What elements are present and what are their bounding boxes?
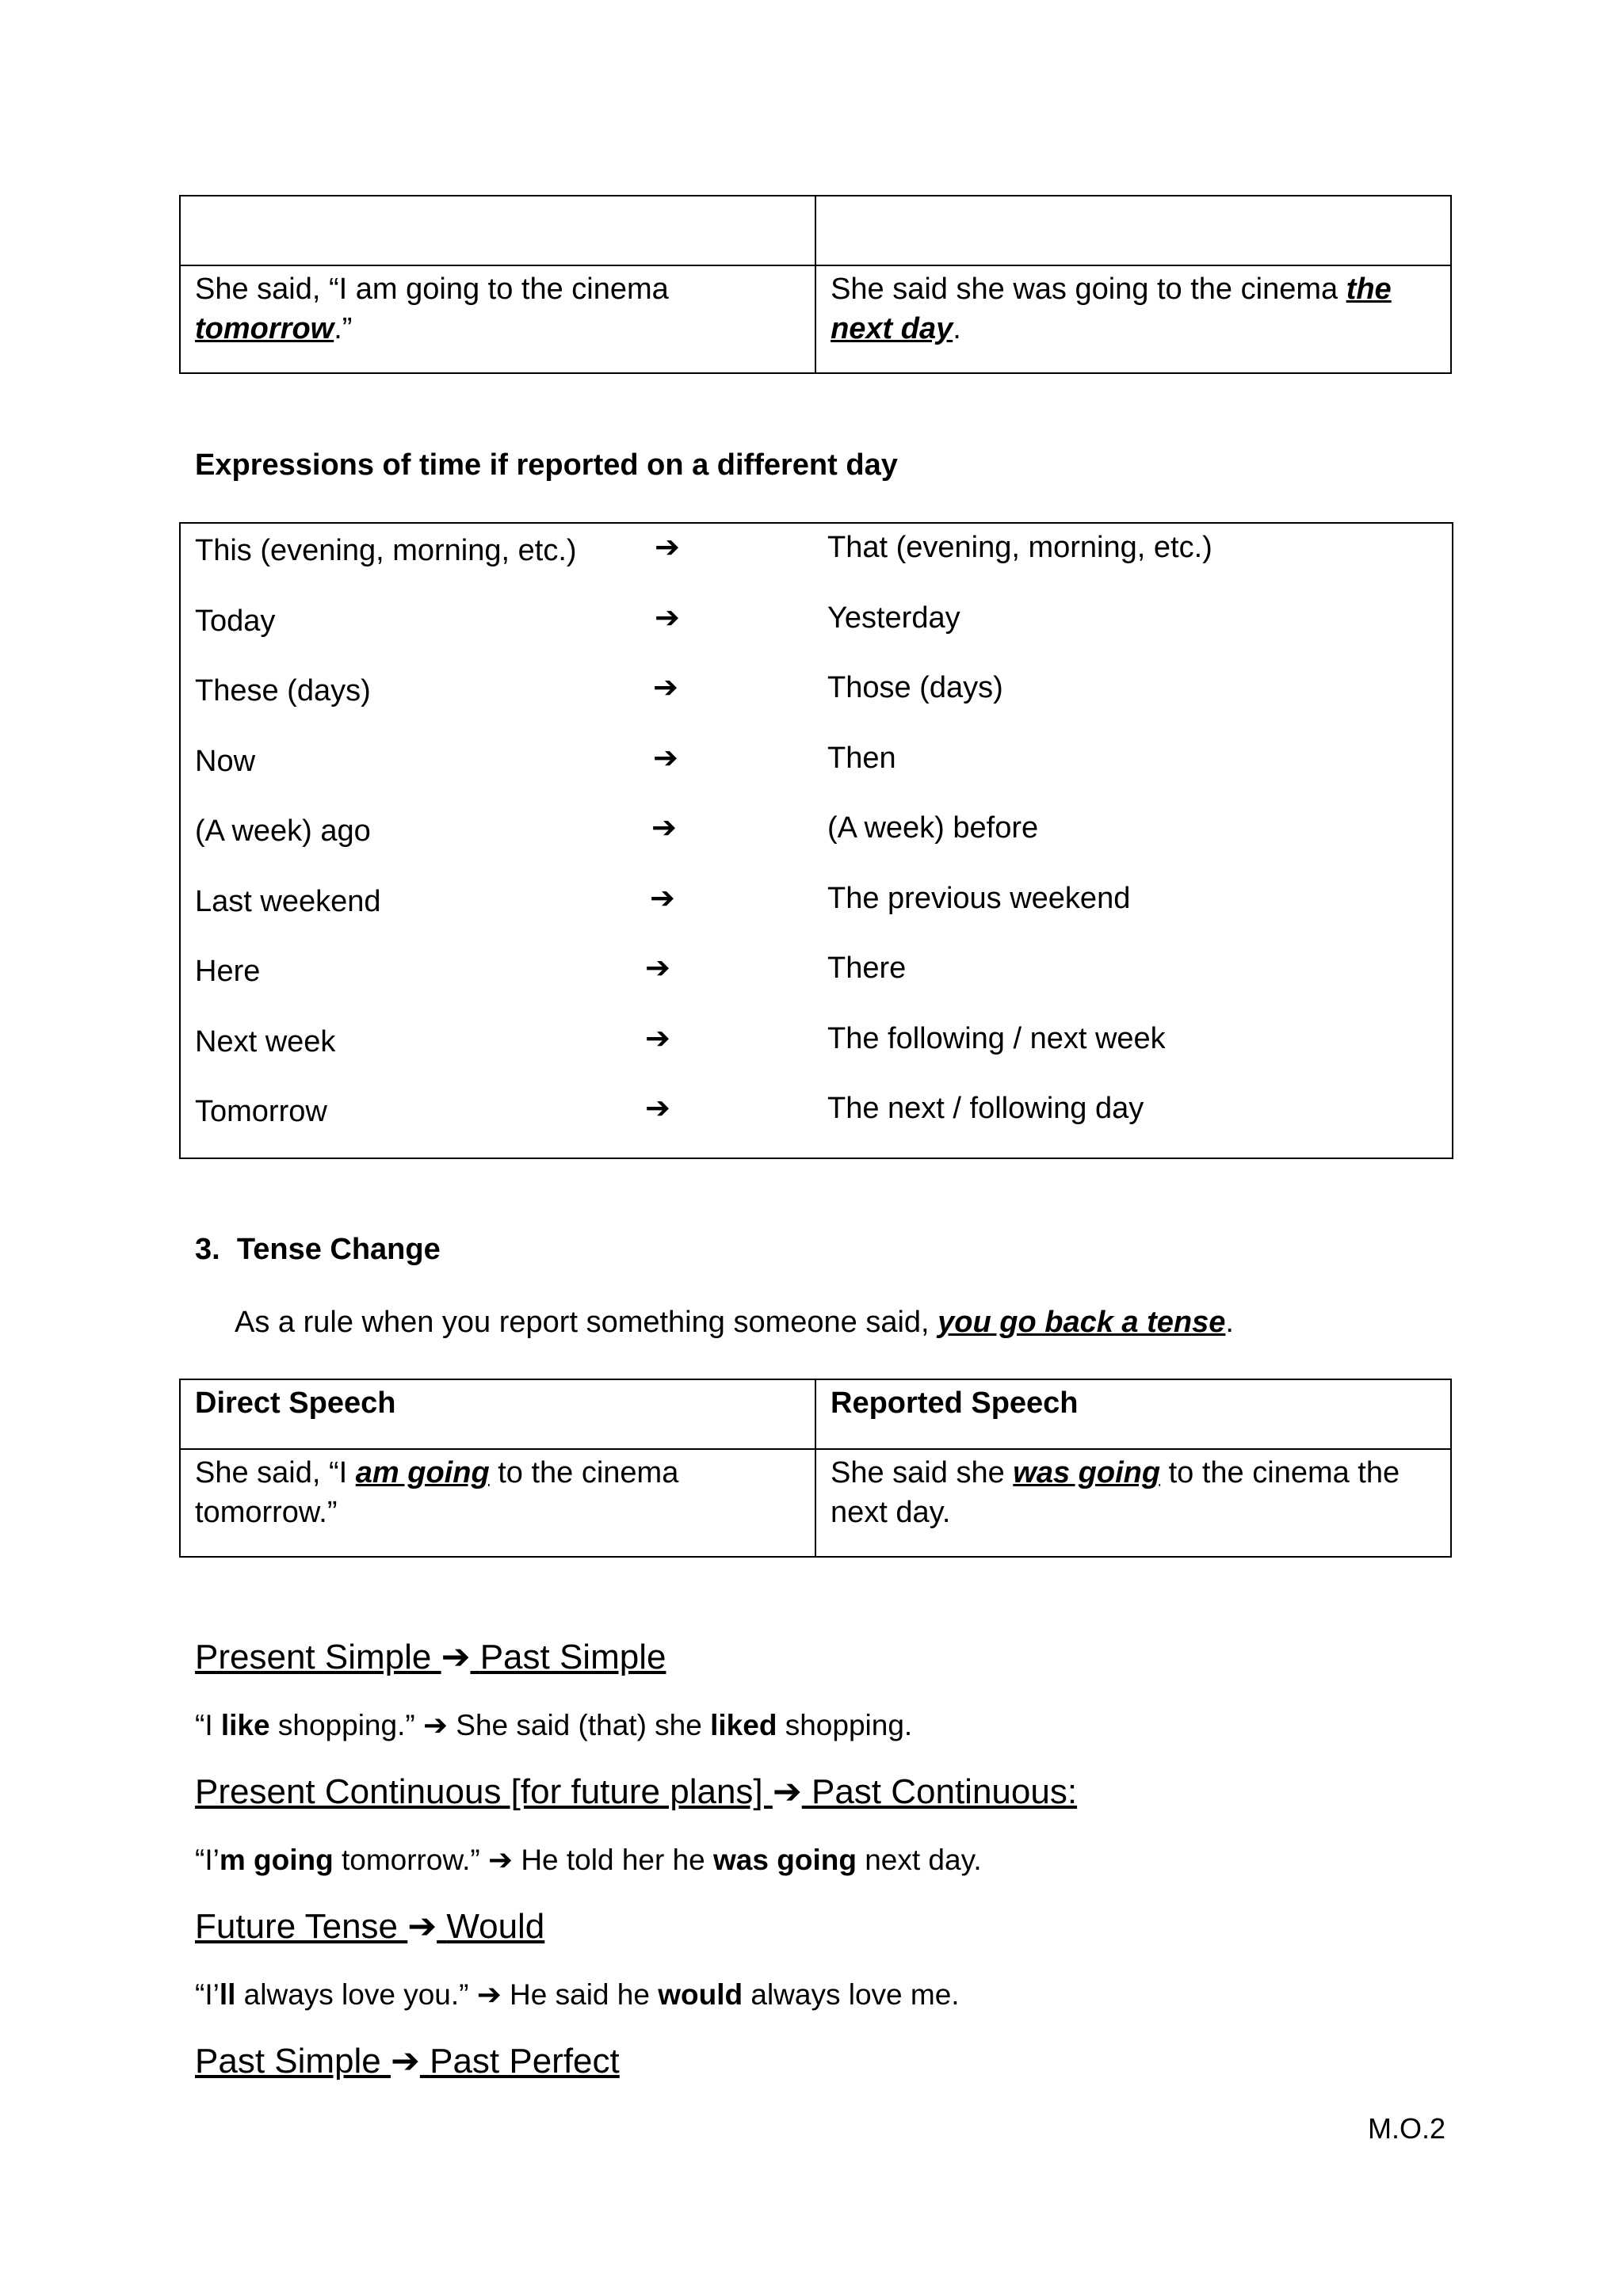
arrow-icon: ➔ (655, 601, 680, 635)
time-to: (A week) before (827, 811, 1039, 845)
rule-emphasis: you go back a tense (938, 1306, 1226, 1339)
direct-quote-text: She said, “I am going to the cinema (195, 273, 669, 306)
time-to: The next / following day (827, 1092, 1144, 1125)
time-from: Last weekend (195, 884, 381, 918)
reported-text-c: to the cinema the (1160, 1456, 1400, 1489)
ex-bold: like (220, 1709, 270, 1741)
reported-speech-cell (815, 1449, 1451, 1557)
ex-text: shopping. (777, 1709, 913, 1741)
arrow-icon: ➔ (390, 2042, 420, 2081)
rule-end: . (1225, 1306, 1234, 1339)
reported-emphasis: was going (1013, 1456, 1161, 1489)
time-from: Tomorrow (195, 1095, 327, 1128)
tense-rule-future (195, 1903, 544, 1951)
tense-to: Past Perfect (430, 2042, 620, 2081)
time-from: (A week) ago (195, 814, 371, 848)
ex-bold: ll (219, 1978, 236, 2011)
tense-from: Present Continuous [for future plans] (195, 1772, 773, 1811)
tense-rule-past-simple (195, 2038, 620, 2085)
reported-text-a: She said she (831, 1456, 1014, 1489)
direct-emphasis: am going (355, 1456, 490, 1489)
direct-text-a: She said, “I (195, 1456, 356, 1489)
example-future (195, 1975, 960, 2015)
example-present-continuous (195, 1840, 982, 1880)
reported-emphasis-next-day: next day (831, 312, 953, 345)
reported-text-d: next day. (831, 1496, 951, 1529)
arrow-icon: ➔ (655, 531, 680, 564)
empty-cell-left (180, 196, 815, 265)
arrow-icon: ➔ (476, 1978, 502, 2011)
arrow-icon: ➔ (441, 1638, 471, 1676)
time-expressions-heading: Expressions of time if reported on a different day (195, 448, 898, 482)
arrow-icon: ➔ (650, 881, 675, 915)
time-to: There (827, 952, 907, 985)
direct-text-c: to the cinema (489, 1456, 679, 1489)
example-table-top (179, 195, 1452, 374)
arrow-icon: ➔ (653, 671, 678, 704)
time-from: Here (195, 955, 261, 988)
ex-text: shopping.” (269, 1709, 423, 1741)
ex-text: always love me. (743, 1978, 960, 2011)
ex-bold: m going (219, 1844, 334, 1876)
time-to: Those (days) (827, 671, 1003, 704)
time-to: The following / next week (827, 1021, 1166, 1055)
arrow-icon: ➔ (407, 1907, 437, 1946)
time-to: Yesterday (827, 601, 960, 635)
arrow-icon: ➔ (772, 1772, 802, 1811)
ex-bold: was going (713, 1844, 857, 1876)
tense-from: Present Simple (195, 1638, 441, 1676)
rule-text: As a rule when you report something someone said, (235, 1306, 938, 1339)
ex-text: “I’ (195, 1844, 220, 1876)
tense-rule-present-simple (195, 1634, 666, 1681)
section-title: Tense Change (236, 1233, 441, 1266)
direct-quote-end: .” (334, 312, 353, 345)
empty-cell-right (815, 196, 1451, 265)
reported-speech-header: Reported Speech (815, 1379, 1451, 1449)
arrow-icon: ➔ (488, 1844, 514, 1876)
direct-quote-cell (180, 265, 815, 373)
arrow-icon: ➔ (422, 1709, 448, 1741)
arrow-icon: ➔ (645, 952, 670, 985)
ex-text: She said (that) she (447, 1709, 711, 1741)
time-to: The previous weekend (827, 881, 1131, 915)
arrow-icon: ➔ (653, 741, 678, 775)
tense-to: Would (446, 1907, 545, 1946)
arrow-icon: ➔ (645, 1021, 670, 1055)
tense-change-heading (195, 1233, 441, 1267)
ex-text: “I (195, 1709, 221, 1741)
ex-text: He said he (501, 1978, 659, 2011)
direct-quote-emphasis: tomorrow (195, 312, 334, 345)
direct-text-d: tomorrow.” (195, 1496, 338, 1529)
ex-bold: would (658, 1978, 743, 2011)
ex-bold: liked (710, 1709, 777, 1741)
tense-to: Past Continuous: (811, 1772, 1078, 1811)
ex-text: “I’ (195, 1978, 220, 2011)
example-present-simple (195, 1706, 912, 1745)
arrow-icon: ➔ (651, 811, 677, 845)
time-from: This (evening, morning, etc.) (195, 534, 577, 567)
reported-quote-cell (815, 265, 1451, 373)
time-from: Now (195, 744, 256, 778)
time-from: Next week (195, 1024, 336, 1058)
arrow-icon: ➔ (645, 1092, 670, 1125)
time-from: These (days) (195, 674, 371, 707)
reported-quote-end: . (953, 312, 961, 345)
direct-speech-header: Direct Speech (180, 1379, 815, 1449)
page-footer: M.O.2 (1368, 2112, 1446, 2145)
section-number: 3. (195, 1233, 220, 1266)
time-to: That (evening, morning, etc.) (827, 531, 1212, 564)
ex-text: always love you.” (235, 1978, 477, 2011)
tense-to: Past Simple (479, 1638, 666, 1676)
ex-text: He told her he (513, 1844, 714, 1876)
tense-from: Past Simple (195, 2042, 391, 2081)
tense-example-table (179, 1379, 1452, 1558)
tense-from: Future Tense (195, 1907, 399, 1946)
direct-speech-cell (180, 1449, 815, 1557)
ex-text: next day. (856, 1844, 982, 1876)
tense-rule-present-continuous (195, 1768, 1077, 1816)
reported-emphasis-the: the (1346, 273, 1392, 306)
time-to: Then (827, 741, 896, 775)
time-from: Today (195, 604, 276, 638)
reported-quote-text: She said she was going to the cinema (831, 273, 1346, 306)
ex-text: tomorrow.” (333, 1844, 489, 1876)
tense-rule-text (235, 1306, 1234, 1340)
